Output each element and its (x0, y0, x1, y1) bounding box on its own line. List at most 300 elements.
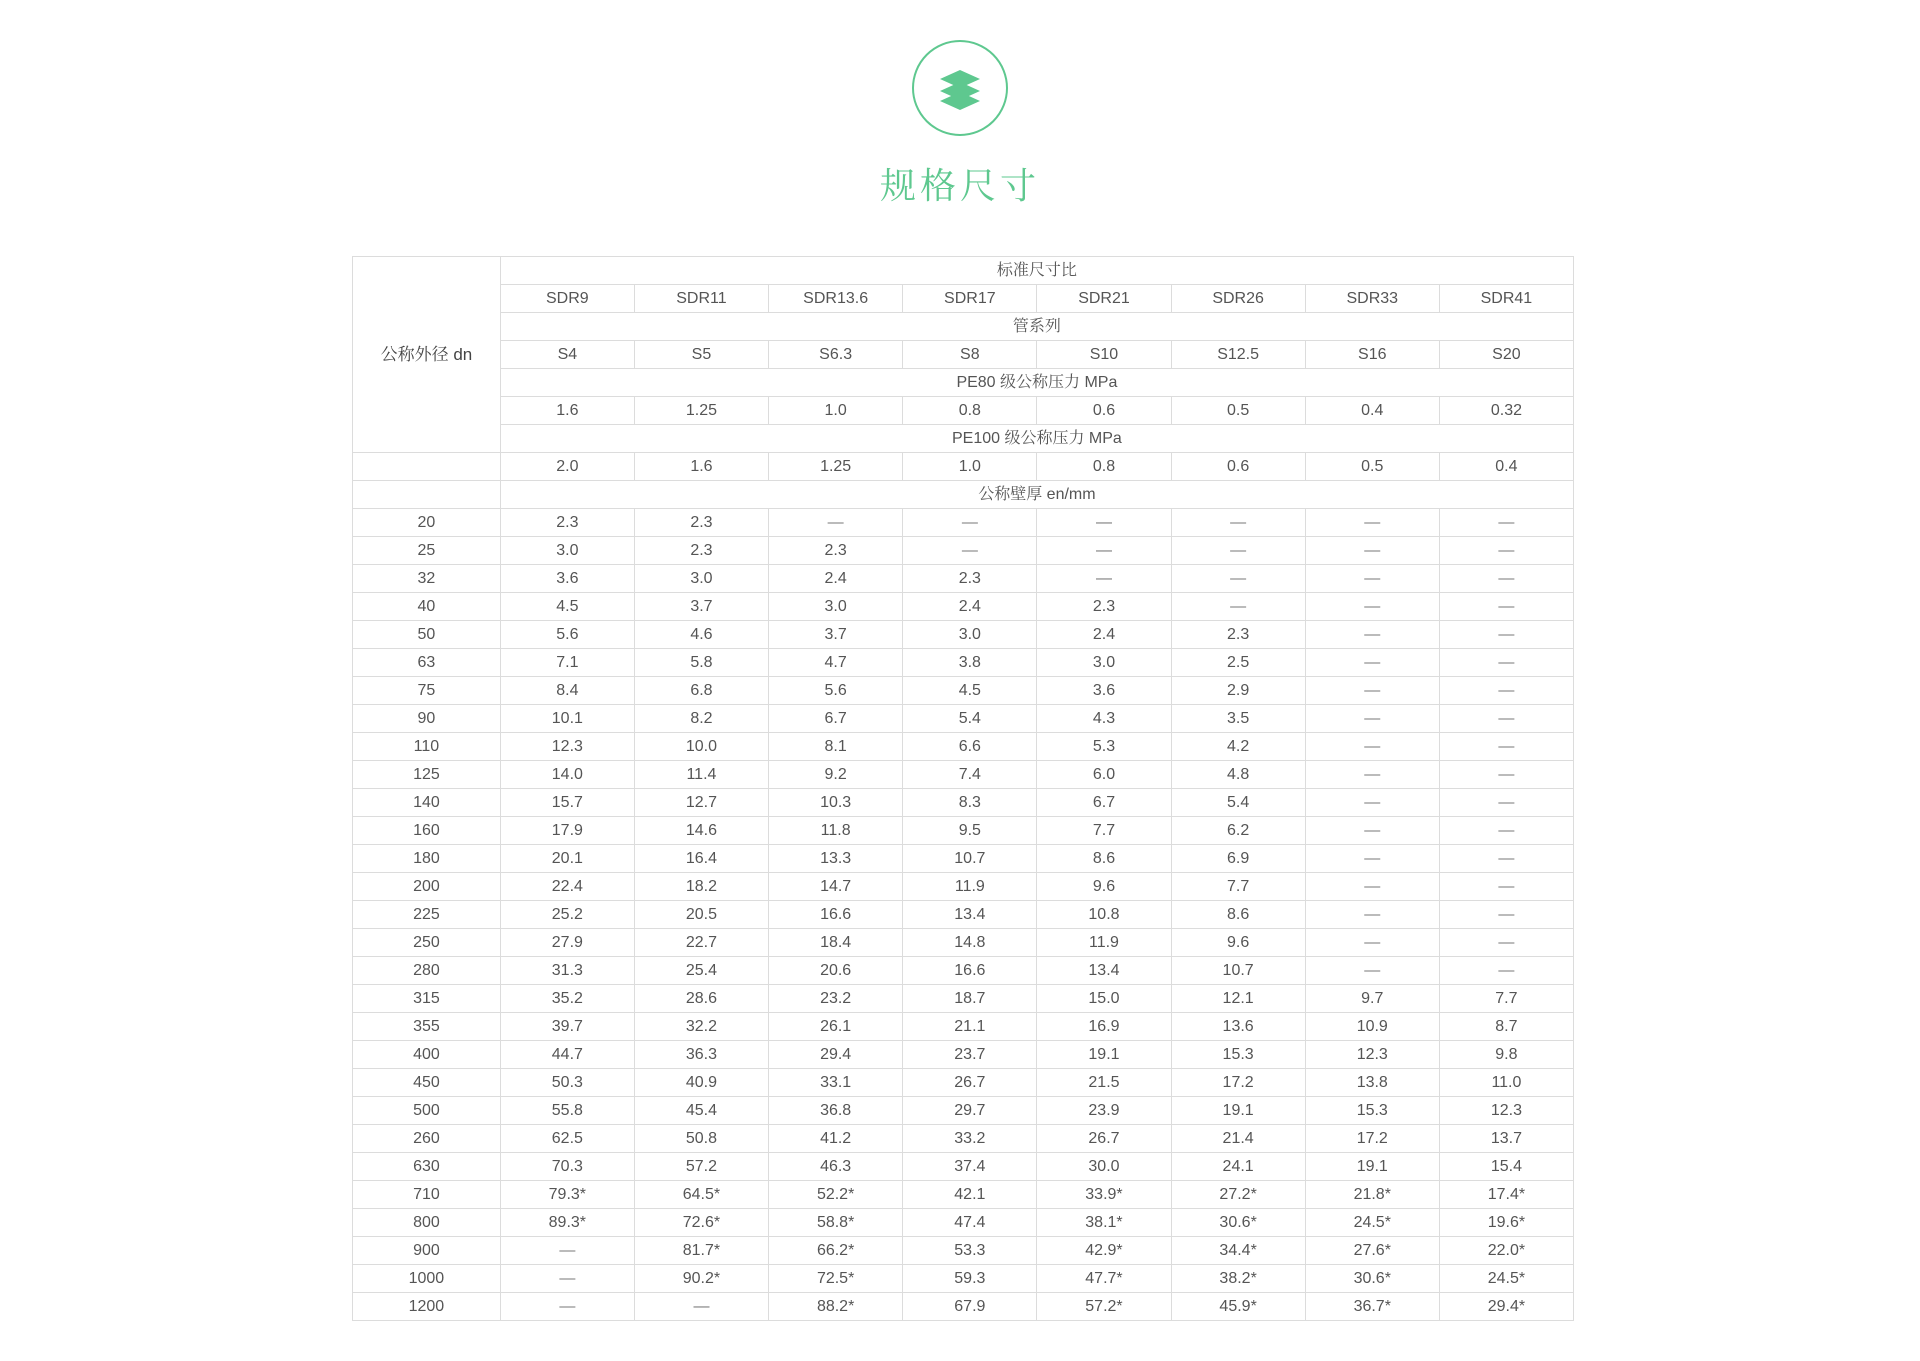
cell-dn: 1000 (353, 1265, 501, 1293)
cell-wall-thickness: 42.9* (1037, 1237, 1171, 1265)
cell-wall-thickness: 57.2 (634, 1153, 768, 1181)
cell-wall-thickness: 53.3 (903, 1237, 1037, 1265)
cell-wall-thickness: 11.4 (634, 761, 768, 789)
cell-wall-thickness: — (1439, 929, 1573, 957)
stacked-layers-icon (912, 40, 1008, 136)
table-row (353, 1125, 1574, 1153)
cell-wall-thickness: — (500, 1293, 634, 1321)
cell-wall-thickness: 38.1* (1037, 1209, 1171, 1237)
cell-wall-thickness: 90.2* (634, 1265, 768, 1293)
cell-wall-thickness: 13.8 (1305, 1069, 1439, 1097)
pe80-value-7: 0.4 (1305, 397, 1439, 425)
cell-wall-thickness: 4.6 (634, 621, 768, 649)
cell-wall-thickness: 8.4 (500, 677, 634, 705)
series-header-2: S5 (634, 341, 768, 369)
cell-dn: 710 (353, 1181, 501, 1209)
cell-wall-thickness: 14.0 (500, 761, 634, 789)
cell-wall-thickness: — (1439, 761, 1573, 789)
header-row-pe80-values (353, 397, 1574, 425)
cell-wall-thickness: 4.3 (1037, 705, 1171, 733)
cell-wall-thickness: 12.3 (500, 733, 634, 761)
cell-wall-thickness: 39.7 (500, 1013, 634, 1041)
table-row (353, 621, 1574, 649)
cell-wall-thickness: — (634, 1293, 768, 1321)
cell-wall-thickness: 10.8 (1037, 901, 1171, 929)
cell-wall-thickness: 13.7 (1439, 1125, 1573, 1153)
cell-wall-thickness: 29.7 (903, 1097, 1037, 1125)
cell-wall-thickness: 2.3 (634, 509, 768, 537)
cell-wall-thickness: 57.2* (1037, 1293, 1171, 1321)
cell-wall-thickness: 12.3 (1439, 1097, 1573, 1125)
cell-wall-thickness: 16.6 (769, 901, 903, 929)
cell-wall-thickness: 19.1 (1037, 1041, 1171, 1069)
pe100-value-2: 1.6 (634, 453, 768, 481)
cell-wall-thickness: 17.4* (1439, 1181, 1573, 1209)
cell-wall-thickness: 19.6* (1439, 1209, 1573, 1237)
cell-wall-thickness: 10.7 (903, 845, 1037, 873)
table-row (353, 1153, 1574, 1181)
cell-dn: 250 (353, 929, 501, 957)
cell-wall-thickness: 3.5 (1171, 705, 1305, 733)
cell-wall-thickness: 10.9 (1305, 1013, 1439, 1041)
pe80-value-8: 0.32 (1439, 397, 1573, 425)
cell-wall-thickness: 59.3 (903, 1265, 1037, 1293)
cell-wall-thickness: 7.4 (903, 761, 1037, 789)
cell-wall-thickness: 20.1 (500, 845, 634, 873)
group-label-wall: 公称壁厚 en/mm (500, 481, 1573, 509)
cell-wall-thickness: 4.7 (769, 649, 903, 677)
cell-wall-thickness: 31.3 (500, 957, 634, 985)
cell-dn: 630 (353, 1153, 501, 1181)
table-row (353, 537, 1574, 565)
cell-dn: 225 (353, 901, 501, 929)
sdr-header-6: SDR26 (1171, 285, 1305, 313)
blank-cell (353, 453, 501, 481)
spec-table-container (352, 256, 1574, 1321)
cell-wall-thickness: 38.2* (1171, 1265, 1305, 1293)
cell-wall-thickness: 29.4 (769, 1041, 903, 1069)
cell-wall-thickness: 23.2 (769, 985, 903, 1013)
cell-wall-thickness: 11.9 (1037, 929, 1171, 957)
cell-wall-thickness: 9.8 (1439, 1041, 1573, 1069)
cell-wall-thickness: 17.2 (1305, 1125, 1439, 1153)
cell-wall-thickness: 14.8 (903, 929, 1037, 957)
cell-wall-thickness: 7.1 (500, 649, 634, 677)
header-row-pe100-values (353, 453, 1574, 481)
cell-wall-thickness: 44.7 (500, 1041, 634, 1069)
cell-wall-thickness: 5.6 (769, 677, 903, 705)
cell-wall-thickness: 3.6 (500, 565, 634, 593)
cell-wall-thickness: 50.8 (634, 1125, 768, 1153)
cell-wall-thickness: — (1439, 677, 1573, 705)
cell-wall-thickness: 12.7 (634, 789, 768, 817)
group-label-sdr: 标准尺寸比 (500, 257, 1573, 285)
cell-wall-thickness: 25.4 (634, 957, 768, 985)
cell-dn: 20 (353, 509, 501, 537)
cell-wall-thickness: 13.6 (1171, 1013, 1305, 1041)
cell-dn: 400 (353, 1041, 501, 1069)
cell-wall-thickness: 64.5* (634, 1181, 768, 1209)
cell-wall-thickness: 33.2 (903, 1125, 1037, 1153)
table-row (353, 789, 1574, 817)
cell-dn: 280 (353, 957, 501, 985)
cell-wall-thickness: 22.0* (1439, 1237, 1573, 1265)
cell-dn: 90 (353, 705, 501, 733)
cell-wall-thickness: 27.2* (1171, 1181, 1305, 1209)
header-row-series-values (353, 341, 1574, 369)
cell-wall-thickness: 6.6 (903, 733, 1037, 761)
cell-wall-thickness: 26.7 (903, 1069, 1037, 1097)
table-row (353, 845, 1574, 873)
cell-wall-thickness: 45.9* (1171, 1293, 1305, 1321)
table-row (353, 957, 1574, 985)
cell-wall-thickness: 89.3* (500, 1209, 634, 1237)
sdr-header-7: SDR33 (1305, 285, 1439, 313)
cell-wall-thickness: 6.0 (1037, 761, 1171, 789)
cell-wall-thickness: 3.0 (903, 621, 1037, 649)
pe100-value-7: 0.5 (1305, 453, 1439, 481)
cell-wall-thickness: 8.3 (903, 789, 1037, 817)
cell-dn: 200 (353, 873, 501, 901)
table-row (353, 1293, 1574, 1321)
cell-wall-thickness: 10.3 (769, 789, 903, 817)
cell-wall-thickness: — (769, 509, 903, 537)
table-row (353, 565, 1574, 593)
cell-wall-thickness: 5.6 (500, 621, 634, 649)
table-row (353, 901, 1574, 929)
cell-dn: 75 (353, 677, 501, 705)
blank-cell (353, 481, 501, 509)
cell-wall-thickness: 12.3 (1305, 1041, 1439, 1069)
cell-wall-thickness: 21.5 (1037, 1069, 1171, 1097)
cell-wall-thickness: 9.2 (769, 761, 903, 789)
cell-wall-thickness: — (1439, 873, 1573, 901)
table-row (353, 1097, 1574, 1125)
series-header-5: S10 (1037, 341, 1171, 369)
table-row (353, 817, 1574, 845)
pe100-value-8: 0.4 (1439, 453, 1573, 481)
cell-wall-thickness: 3.6 (1037, 677, 1171, 705)
cell-wall-thickness: — (1171, 565, 1305, 593)
cell-wall-thickness: 2.3 (1171, 621, 1305, 649)
cell-dn: 800 (353, 1209, 501, 1237)
cell-dn: 355 (353, 1013, 501, 1041)
cell-wall-thickness: — (1305, 761, 1439, 789)
cell-wall-thickness: — (1305, 593, 1439, 621)
table-row (353, 1237, 1574, 1265)
cell-wall-thickness: 24.5* (1305, 1209, 1439, 1237)
cell-wall-thickness: 2.3 (634, 537, 768, 565)
cell-wall-thickness: 2.9 (1171, 677, 1305, 705)
cell-wall-thickness: 5.4 (1171, 789, 1305, 817)
table-row (353, 593, 1574, 621)
cell-wall-thickness: — (1305, 873, 1439, 901)
cell-wall-thickness: 5.3 (1037, 733, 1171, 761)
pe80-value-3: 1.0 (769, 397, 903, 425)
cell-wall-thickness: — (1439, 957, 1573, 985)
cell-wall-thickness: 50.3 (500, 1069, 634, 1097)
cell-wall-thickness: 6.7 (1037, 789, 1171, 817)
cell-wall-thickness: 62.5 (500, 1125, 634, 1153)
page-header (0, 0, 1920, 209)
cell-wall-thickness: 52.2* (769, 1181, 903, 1209)
pe100-value-1: 2.0 (500, 453, 634, 481)
pe100-value-6: 0.6 (1171, 453, 1305, 481)
cell-dn: 125 (353, 761, 501, 789)
table-row (353, 929, 1574, 957)
sdr-header-2: SDR11 (634, 285, 768, 313)
cell-dn: 25 (353, 537, 501, 565)
cell-wall-thickness: — (1171, 509, 1305, 537)
cell-wall-thickness: — (500, 1265, 634, 1293)
cell-wall-thickness: 2.4 (903, 593, 1037, 621)
cell-wall-thickness: — (1439, 705, 1573, 733)
table-row (353, 1069, 1574, 1097)
cell-wall-thickness: 9.6 (1171, 929, 1305, 957)
cell-wall-thickness: — (1439, 621, 1573, 649)
series-header-7: S16 (1305, 341, 1439, 369)
cell-wall-thickness: 2.4 (1037, 621, 1171, 649)
cell-wall-thickness: 58.8* (769, 1209, 903, 1237)
cell-wall-thickness: 8.6 (1171, 901, 1305, 929)
series-header-1: S4 (500, 341, 634, 369)
cell-wall-thickness: 17.2 (1171, 1069, 1305, 1097)
cell-wall-thickness: 70.3 (500, 1153, 634, 1181)
cell-wall-thickness: 20.5 (634, 901, 768, 929)
cell-dn: 500 (353, 1097, 501, 1125)
table-row (353, 1265, 1574, 1293)
sdr-header-8: SDR41 (1439, 285, 1573, 313)
cell-wall-thickness: — (1439, 901, 1573, 929)
cell-dn: 40 (353, 593, 501, 621)
cell-wall-thickness: 22.7 (634, 929, 768, 957)
pe100-value-5: 0.8 (1037, 453, 1171, 481)
cell-wall-thickness: 30.0 (1037, 1153, 1171, 1181)
cell-wall-thickness: — (1037, 537, 1171, 565)
cell-dn: 1200 (353, 1293, 501, 1321)
cell-wall-thickness: — (903, 509, 1037, 537)
cell-wall-thickness: 45.4 (634, 1097, 768, 1125)
cell-wall-thickness: 18.4 (769, 929, 903, 957)
table-row (353, 1041, 1574, 1069)
group-label-series: 管系列 (500, 313, 1573, 341)
cell-wall-thickness: 7.7 (1171, 873, 1305, 901)
pe100-value-3: 1.25 (769, 453, 903, 481)
table-row (353, 1181, 1574, 1209)
cell-wall-thickness: 81.7* (634, 1237, 768, 1265)
table-row (353, 1209, 1574, 1237)
cell-wall-thickness: 32.2 (634, 1013, 768, 1041)
cell-wall-thickness: 6.2 (1171, 817, 1305, 845)
cell-wall-thickness: 8.6 (1037, 845, 1171, 873)
cell-wall-thickness: 5.8 (634, 649, 768, 677)
cell-wall-thickness: 36.3 (634, 1041, 768, 1069)
table-row (353, 677, 1574, 705)
cell-wall-thickness: 15.0 (1037, 985, 1171, 1013)
cell-wall-thickness: 3.0 (500, 537, 634, 565)
cell-wall-thickness: 34.4* (1171, 1237, 1305, 1265)
cell-wall-thickness: 72.6* (634, 1209, 768, 1237)
cell-dn: 63 (353, 649, 501, 677)
cell-wall-thickness: 3.0 (634, 565, 768, 593)
cell-wall-thickness: 10.1 (500, 705, 634, 733)
cell-wall-thickness: 10.0 (634, 733, 768, 761)
cell-wall-thickness: 2.5 (1171, 649, 1305, 677)
cell-wall-thickness: — (1305, 705, 1439, 733)
cell-wall-thickness: 25.2 (500, 901, 634, 929)
cell-wall-thickness: — (1439, 845, 1573, 873)
cell-wall-thickness: 15.3 (1305, 1097, 1439, 1125)
cell-wall-thickness: 28.6 (634, 985, 768, 1013)
cell-wall-thickness: 13.4 (903, 901, 1037, 929)
cell-wall-thickness: 14.7 (769, 873, 903, 901)
sdr-header-5: SDR21 (1037, 285, 1171, 313)
cell-dn: 110 (353, 733, 501, 761)
cell-wall-thickness: 18.2 (634, 873, 768, 901)
cell-wall-thickness: 9.5 (903, 817, 1037, 845)
cell-wall-thickness: 30.6* (1305, 1265, 1439, 1293)
cell-wall-thickness: 88.2* (769, 1293, 903, 1321)
pe80-value-6: 0.5 (1171, 397, 1305, 425)
cell-wall-thickness: — (1305, 537, 1439, 565)
cell-wall-thickness: 24.5* (1439, 1265, 1573, 1293)
cell-wall-thickness: 41.2 (769, 1125, 903, 1153)
table-row (353, 509, 1574, 537)
table-row (353, 873, 1574, 901)
cell-wall-thickness: 67.9 (903, 1293, 1037, 1321)
cell-wall-thickness: 6.7 (769, 705, 903, 733)
cell-wall-thickness: 24.1 (1171, 1153, 1305, 1181)
cell-wall-thickness: 15.4 (1439, 1153, 1573, 1181)
cell-wall-thickness: 55.8 (500, 1097, 634, 1125)
cell-dn: 160 (353, 817, 501, 845)
cell-wall-thickness: 3.0 (1037, 649, 1171, 677)
cell-wall-thickness: — (1305, 509, 1439, 537)
cell-wall-thickness: — (1439, 733, 1573, 761)
cell-wall-thickness: 72.5* (769, 1265, 903, 1293)
cell-wall-thickness: 47.7* (1037, 1265, 1171, 1293)
cell-wall-thickness: 33.1 (769, 1069, 903, 1097)
cell-dn: 50 (353, 621, 501, 649)
cell-wall-thickness: 2.3 (769, 537, 903, 565)
cell-wall-thickness: 13.3 (769, 845, 903, 873)
cell-wall-thickness: 9.6 (1037, 873, 1171, 901)
header-row-sdr-group (353, 257, 1574, 285)
cell-wall-thickness: — (1439, 509, 1573, 537)
header-row-pe80-group (353, 369, 1574, 397)
cell-wall-thickness: — (1305, 845, 1439, 873)
cell-wall-thickness: — (1305, 677, 1439, 705)
cell-wall-thickness: 46.3 (769, 1153, 903, 1181)
cell-wall-thickness: — (1305, 929, 1439, 957)
cell-wall-thickness: 3.0 (769, 593, 903, 621)
cell-wall-thickness: 20.6 (769, 957, 903, 985)
cell-wall-thickness: — (1439, 789, 1573, 817)
cell-wall-thickness: 36.7* (1305, 1293, 1439, 1321)
cell-wall-thickness: 27.9 (500, 929, 634, 957)
cell-wall-thickness: — (1305, 957, 1439, 985)
cell-wall-thickness: 18.7 (903, 985, 1037, 1013)
cell-wall-thickness: — (1037, 565, 1171, 593)
cell-wall-thickness: 2.3 (1037, 593, 1171, 621)
cell-wall-thickness: 11.8 (769, 817, 903, 845)
cell-wall-thickness: 2.3 (903, 565, 1037, 593)
sdr-header-1: SDR9 (500, 285, 634, 313)
cell-wall-thickness: 23.7 (903, 1041, 1037, 1069)
cell-wall-thickness: — (1439, 565, 1573, 593)
cell-wall-thickness: 9.7 (1305, 985, 1439, 1013)
pe100-value-4: 1.0 (903, 453, 1037, 481)
group-label-pe100: PE100 级公称压力 MPa (500, 425, 1573, 453)
cell-wall-thickness: 8.1 (769, 733, 903, 761)
pe80-value-4: 0.8 (903, 397, 1037, 425)
cell-dn: 450 (353, 1069, 501, 1097)
cell-wall-thickness: 27.6* (1305, 1237, 1439, 1265)
cell-wall-thickness: 16.4 (634, 845, 768, 873)
cell-dn: 180 (353, 845, 501, 873)
cell-wall-thickness: 5.4 (903, 705, 1037, 733)
cell-wall-thickness: — (1439, 649, 1573, 677)
cell-wall-thickness: 4.8 (1171, 761, 1305, 789)
cell-wall-thickness: 15.3 (1171, 1041, 1305, 1069)
cell-dn: 32 (353, 565, 501, 593)
cell-wall-thickness: 3.7 (634, 593, 768, 621)
cell-wall-thickness: 10.7 (1171, 957, 1305, 985)
cell-wall-thickness: 21.1 (903, 1013, 1037, 1041)
header-row-wall-group (353, 481, 1574, 509)
cell-wall-thickness: — (1305, 565, 1439, 593)
cell-dn: 260 (353, 1125, 501, 1153)
cell-wall-thickness: 3.8 (903, 649, 1037, 677)
cell-wall-thickness: 14.6 (634, 817, 768, 845)
cell-wall-thickness: 4.5 (500, 593, 634, 621)
cell-wall-thickness: 4.2 (1171, 733, 1305, 761)
cell-wall-thickness: 16.9 (1037, 1013, 1171, 1041)
series-header-6: S12.5 (1171, 341, 1305, 369)
cell-wall-thickness: 21.8* (1305, 1181, 1439, 1209)
cell-wall-thickness: — (1171, 537, 1305, 565)
cell-wall-thickness: 6.9 (1171, 845, 1305, 873)
sdr-header-3: SDR13.6 (769, 285, 903, 313)
table-row (353, 705, 1574, 733)
cell-wall-thickness: 26.1 (769, 1013, 903, 1041)
series-header-3: S6.3 (769, 341, 903, 369)
cell-wall-thickness: — (1439, 817, 1573, 845)
cell-wall-thickness: 47.4 (903, 1209, 1037, 1237)
cell-wall-thickness: 19.1 (1305, 1153, 1439, 1181)
cell-wall-thickness: 66.2* (769, 1237, 903, 1265)
cell-wall-thickness: 17.9 (500, 817, 634, 845)
cell-wall-thickness: 11.0 (1439, 1069, 1573, 1097)
cell-wall-thickness: — (903, 537, 1037, 565)
cell-wall-thickness: — (1305, 733, 1439, 761)
cell-wall-thickness: 12.1 (1171, 985, 1305, 1013)
cell-wall-thickness: — (1305, 789, 1439, 817)
cell-wall-thickness: 30.6* (1171, 1209, 1305, 1237)
cell-wall-thickness: 4.5 (903, 677, 1037, 705)
cell-wall-thickness: 35.2 (500, 985, 634, 1013)
cell-wall-thickness: 40.9 (634, 1069, 768, 1097)
cell-wall-thickness: 8.2 (634, 705, 768, 733)
table-row (353, 733, 1574, 761)
pe80-value-5: 0.6 (1037, 397, 1171, 425)
cell-wall-thickness: 26.7 (1037, 1125, 1171, 1153)
cell-wall-thickness: 8.7 (1439, 1013, 1573, 1041)
cell-wall-thickness: — (1439, 593, 1573, 621)
table-row (353, 649, 1574, 677)
cell-wall-thickness: 79.3* (500, 1181, 634, 1209)
cell-wall-thickness: 37.4 (903, 1153, 1037, 1181)
